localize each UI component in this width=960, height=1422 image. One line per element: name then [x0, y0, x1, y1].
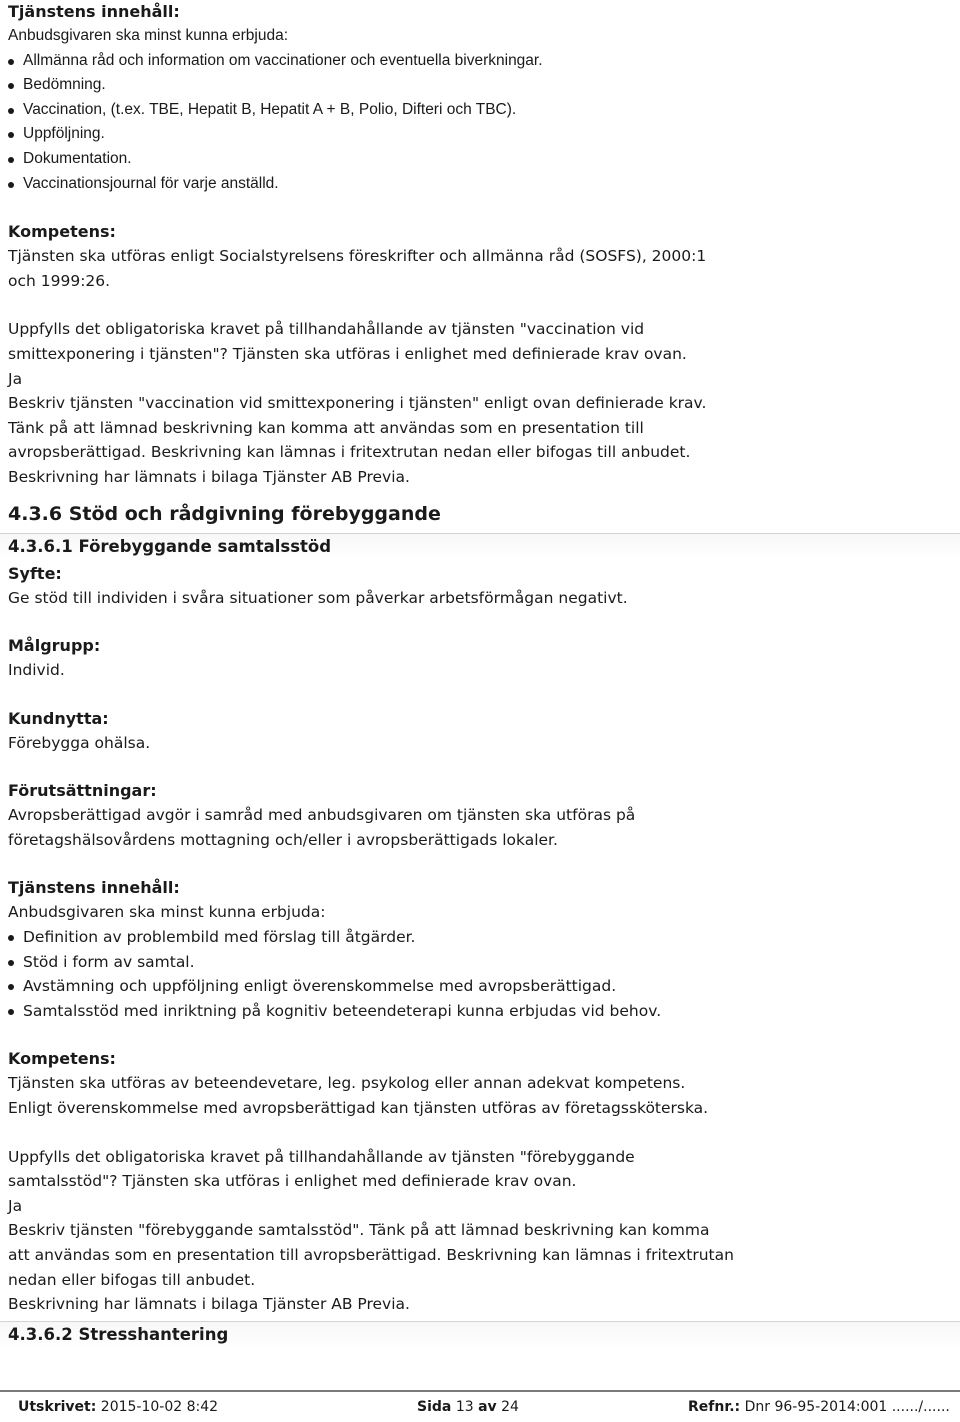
forutsattningar-line: Avropsberättigad avgör i samråd med anbudsgivaren om tjänsten ska utföras på [8, 806, 636, 825]
subsection-title: 4.3.6.1 Förebyggande samtalsstöd [0, 533, 960, 560]
requirement-line: avropsberättigad. Beskrivning kan lämnas i fritextrutan nedan eller bifogas till anbudet. [8, 443, 691, 462]
requirement-line: Beskrivning har lämnats i bilaga Tjänster AB Previa. [8, 467, 410, 486]
syfte-heading: Syfte: [8, 563, 62, 583]
requirement-line: Beskriv tjänsten "vaccination vid smittexponering i tjänsten" enligt ovan definierade krav. [8, 394, 707, 413]
requirement-line: samtalsstöd"? Tjänsten ska utföras i enlighet med definierade krav ovan. [8, 1172, 577, 1191]
requirement-line: Uppfylls det obligatoriska kravet på tillhandahållande av tjänsten "förebyggande [8, 1147, 635, 1166]
section-title: 4.3.6 Stöd och rådgivning förebyggande [8, 502, 441, 525]
subsection-title: 4.3.6.2 Stresshantering [0, 1321, 960, 1348]
page-indicator [417, 1392, 519, 1422]
competence-heading: Kompetens: [8, 222, 116, 242]
kundnytta-heading: Kundnytta: [8, 708, 109, 728]
printed-label: Utskrivet: [18, 1399, 97, 1415]
syfte-text: Ge stöd till individen i svåra situationer som påverkar arbetsförmågan negativt. [8, 588, 628, 607]
forutsattningar-heading: Förutsättningar: [8, 781, 157, 801]
page-of: av [478, 1399, 497, 1415]
list-item: Bedömning. [8, 73, 952, 98]
requirement-line: nedan eller bifogas till anbudet. [8, 1270, 256, 1289]
service-content-list [8, 925, 952, 1023]
requirement-line: smittexponering i tjänsten"? Tjänsten ska utföras i enlighet med definierade krav ovan. [8, 344, 687, 363]
list-item: Uppföljning. [8, 122, 952, 147]
requirement-line: Tänk på att lämnad beskrivning kan komma att användas som en presentation till [8, 418, 644, 437]
requirement-line: att användas som en presentation till avropsberättigad. Beskrivning kan lämnas i fritextrutan [8, 1246, 734, 1264]
competence-heading: Kompetens: [8, 1049, 116, 1069]
service-content-heading: Tjänstens innehåll: [8, 2, 180, 21]
list-item: Allmänna råd och information om vaccinationer och eventuella biverkningar. [8, 49, 952, 74]
forutsattningar-line: företagshälsovårdens mottagning och/eller i avropsberättigads lokaler. [8, 830, 558, 849]
malgrupp-text: Individ. [8, 661, 65, 680]
list-item: Vaccinationsjournal för varje anställd. [8, 172, 952, 197]
page-total: 24 [501, 1399, 519, 1415]
ref-value: Dnr 96-95-2014:001 ....../...... [744, 1399, 950, 1415]
competence-line: Tjänsten ska utföras av beteendevetare, leg. psykolog eller annan adekvat kompetens. [8, 1074, 686, 1093]
service-content-heading: Tjänstens innehåll: [8, 878, 180, 898]
printed-date [18, 1392, 218, 1422]
service-content-intro: Anbudsgivaren ska minst kunna erbjuda: [8, 27, 289, 44]
requirement-answer: Ja [8, 1196, 23, 1215]
requirement-line: Uppfylls det obligatoriska kravet på tillhandahållande av tjänsten "vaccination vid [8, 320, 645, 339]
list-item: Vaccination, (t.ex. TBE, Hepatit B, Hepatit A + B, Polio, Difteri och TBC). [8, 98, 952, 123]
list-item: Definition av problembild med förslag till åtgärder. [8, 925, 952, 950]
service-content-list [8, 49, 952, 197]
list-item: Avstämning och uppföljning enligt överenskommelse med avropsberättigad. [8, 974, 952, 999]
requirement-line: Beskriv tjänsten "förebyggande samtalsstöd". Tänk på att lämnad beskrivning kan komma [8, 1221, 710, 1240]
competence-line: Tjänsten ska utföras enligt Socialstyrelsens föreskrifter och allmänna råd (SOSFS), 2000:1 [8, 247, 707, 266]
requirement-answer: Ja [8, 369, 23, 388]
page-number: 13 [455, 1399, 474, 1415]
list-item: Samtalsstöd med inriktning på kognitiv beteendeterapi kunna erbjudas vid behov. [8, 999, 952, 1024]
competence-line: Enligt överenskommelse med avropsberättigad kan tjänsten utföras av företagssköterska. [8, 1099, 709, 1118]
malgrupp-heading: Målgrupp: [8, 636, 101, 656]
printed-value: 2015-10-02 8:42 [100, 1399, 219, 1415]
requirement-line: Beskrivning har lämnats i bilaga Tjänster AB Previa. [8, 1295, 410, 1314]
page-footer [0, 1390, 960, 1417]
list-item: Dokumentation. [8, 147, 952, 172]
page-label: Sida [417, 1399, 452, 1415]
competence-line: och 1999:26. [8, 271, 111, 290]
kundnytta-text: Förebygga ohälsa. [8, 733, 151, 752]
document-page [8, 0, 952, 1350]
ref-label: Refnr.: [688, 1399, 741, 1415]
reference-number [688, 1392, 950, 1422]
list-item: Stöd i form av samtal. [8, 950, 952, 975]
service-content-intro: Anbudsgivaren ska minst kunna erbjuda: [8, 903, 326, 922]
